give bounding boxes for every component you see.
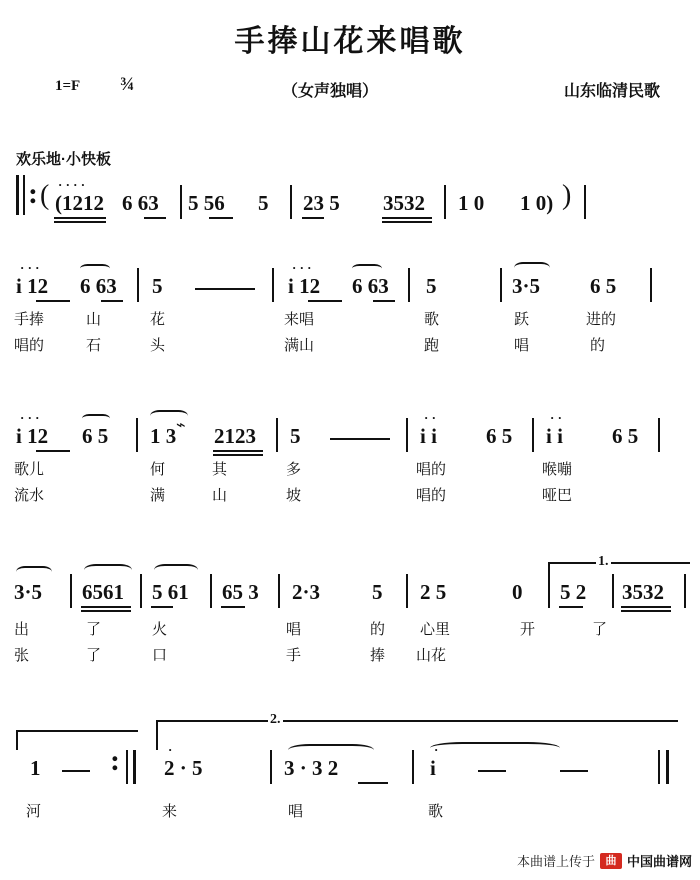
barline	[136, 418, 138, 452]
barline-thick	[16, 175, 19, 215]
note-group: 6 63	[80, 274, 117, 298]
beam	[382, 217, 432, 219]
footer-text: 本曲谱上传于	[516, 854, 595, 869]
sustain-dash	[330, 438, 390, 440]
lyric: 流水	[14, 487, 45, 504]
barline	[70, 574, 72, 608]
key-signature: 1=F	[55, 78, 81, 94]
beam	[81, 606, 131, 608]
beam	[382, 221, 432, 223]
beam	[151, 606, 173, 608]
lyric: 坡	[286, 487, 302, 504]
tempo-marking: 欢乐地·小快板	[16, 151, 111, 168]
lyric: 的	[370, 621, 386, 638]
barline-thin	[23, 175, 25, 215]
note-group: 1	[30, 756, 41, 780]
beam	[144, 217, 166, 219]
note-group: 3 · 3 2	[284, 756, 339, 780]
beam	[54, 221, 106, 223]
lyric: 心里	[420, 621, 451, 638]
octave-dots: · · ·	[20, 410, 40, 425]
note-group: i 12	[16, 424, 49, 448]
first-ending-label: 1.	[598, 554, 609, 569]
note-group: 5	[152, 274, 163, 298]
note-group: 6561	[82, 580, 124, 604]
note-group: 3·5	[512, 274, 541, 298]
barline	[140, 574, 142, 608]
note-group: 23 5	[303, 191, 340, 215]
lyric: 哑巴	[542, 487, 573, 504]
note-group: 1 0)	[520, 191, 554, 215]
music-system-intro	[0, 175, 700, 221]
barline-final	[666, 750, 669, 784]
note-group: 6 63	[352, 274, 389, 298]
note-row	[0, 554, 700, 606]
slur	[154, 564, 198, 576]
voice-type: （女声独唱）	[282, 83, 379, 100]
lyric-row-verse2	[0, 642, 700, 668]
site-name[interactable]: 中国曲谱网	[626, 854, 692, 869]
lyric: 山	[212, 487, 228, 504]
octave-dots: · · ·	[292, 260, 312, 275]
header-meta	[0, 74, 700, 102]
note-group: i i	[546, 424, 563, 448]
lyric: 唱	[514, 337, 530, 354]
slur	[16, 566, 52, 578]
lyric: 花	[150, 311, 166, 328]
note-group: 5	[290, 424, 301, 448]
lyric: 了	[592, 621, 608, 638]
slur	[84, 564, 132, 576]
sustain-dash	[195, 288, 255, 290]
octave-dots: ·	[168, 742, 173, 757]
lyric: 的	[590, 337, 606, 354]
barline	[444, 185, 446, 219]
barline	[612, 574, 614, 608]
barline	[137, 268, 139, 302]
note-group: (1212	[55, 191, 104, 215]
beam	[54, 217, 106, 219]
lyric: 唱的	[416, 487, 447, 504]
beam	[302, 217, 324, 219]
music-system-1	[0, 260, 700, 358]
lyric: 石	[86, 337, 102, 354]
barline	[272, 268, 274, 302]
lyric: 手	[286, 647, 302, 664]
note-group: 5	[372, 580, 383, 604]
slur	[288, 744, 374, 756]
note-group: 5	[426, 274, 437, 298]
lyric: 其	[212, 461, 228, 478]
sustain-dash	[478, 770, 506, 772]
slur	[514, 262, 550, 274]
lyric: 手捧	[14, 311, 45, 328]
note-group: i i	[420, 424, 437, 448]
slur	[430, 742, 560, 757]
lyric: 来	[162, 803, 178, 820]
note-group: 6 5	[612, 424, 639, 448]
note-group: 5 61	[152, 580, 189, 604]
barline	[180, 185, 182, 219]
octave-dots: · ·	[550, 410, 562, 425]
note-group: i	[430, 756, 436, 780]
lyric: 口	[152, 647, 168, 664]
barline	[658, 418, 660, 452]
barline	[548, 574, 550, 608]
glissando-icon: ⌁	[176, 417, 186, 434]
beam	[621, 610, 671, 612]
lyric: 捧	[370, 647, 386, 664]
lyric-row-verse1	[0, 306, 700, 332]
barline	[278, 574, 280, 608]
octave-dots: ·	[434, 742, 439, 757]
beam	[209, 217, 233, 219]
note-group: 1 0	[458, 191, 485, 215]
lyric: 歌儿	[14, 461, 45, 478]
note-group: i 12	[288, 274, 321, 298]
note-group: 2 5	[420, 580, 447, 604]
note-group: 6 5	[486, 424, 513, 448]
music-system-4	[0, 712, 700, 820]
lyric: 火	[152, 621, 168, 638]
note-group: 3·5	[14, 580, 43, 604]
music-system-2	[0, 410, 700, 508]
note-row	[0, 410, 700, 456]
barline-thin	[658, 750, 660, 784]
barline	[406, 418, 408, 452]
beam	[36, 450, 70, 452]
note-group: 65 3	[222, 580, 259, 604]
barline	[406, 574, 408, 608]
slur	[352, 264, 382, 273]
sustain-dash	[560, 770, 588, 772]
note-group: 2 · 5	[164, 756, 203, 780]
lyric: 出	[14, 621, 30, 638]
song-source: 山东临清民歌	[563, 83, 660, 100]
lyric: 唱的	[416, 461, 447, 478]
slur	[80, 264, 110, 273]
barline	[276, 418, 278, 452]
lyric: 山	[86, 311, 102, 328]
sustain-dash	[62, 770, 90, 772]
octave-dots: · · · ·	[58, 177, 86, 192]
barline	[650, 268, 652, 302]
octave-dots: · · ·	[20, 260, 40, 275]
note-group: 5 2	[560, 580, 587, 604]
barline	[210, 574, 212, 608]
lyric: 唱	[286, 621, 302, 638]
lyric: 满	[150, 487, 166, 504]
barline	[270, 750, 272, 784]
lyric: 了	[86, 647, 102, 664]
beam	[221, 606, 245, 608]
note-group: 2123	[214, 424, 256, 448]
lyric-row-verse1	[0, 798, 700, 824]
site-logo-icon: 曲	[600, 853, 622, 869]
lyric: 跑	[424, 337, 440, 354]
note-group: 5 56	[188, 191, 225, 215]
barline	[584, 185, 586, 219]
lyric: 开	[520, 621, 536, 638]
repeat-dots: :	[28, 177, 38, 210]
barline	[290, 185, 292, 219]
lyric: 来唱	[284, 311, 315, 328]
beam	[213, 450, 263, 452]
lyric: 河	[26, 803, 42, 820]
note-group: 6 5	[82, 424, 109, 448]
open-paren: (	[40, 180, 50, 211]
barline	[532, 418, 534, 452]
lyric: 头	[150, 337, 166, 354]
lyric: 歌	[428, 803, 444, 820]
barline	[408, 268, 410, 302]
lyric: 进的	[586, 311, 617, 328]
barline	[412, 750, 414, 784]
lyric-row-verse1	[0, 616, 700, 642]
second-ending-label: 2.	[270, 712, 281, 727]
time-signature: ¾	[120, 74, 135, 95]
music-system-3	[0, 554, 700, 664]
note-group: 5	[258, 191, 269, 215]
lyric: 唱的	[14, 337, 45, 354]
first-ending-bracket	[548, 562, 690, 580]
beam	[358, 782, 388, 784]
note-group: 6 63	[122, 191, 159, 215]
lyric: 满山	[284, 337, 315, 354]
note-group: 6 5	[590, 274, 617, 298]
second-ending-bracket	[156, 720, 678, 750]
lyric: 山花	[416, 647, 447, 664]
lyric-row-verse2	[0, 482, 700, 508]
barline	[500, 268, 502, 302]
note-group: 3532	[383, 191, 425, 215]
barline-thick	[133, 750, 136, 784]
lyric: 何	[150, 461, 166, 478]
beam	[373, 300, 395, 302]
slur	[82, 414, 110, 423]
beam	[101, 300, 123, 302]
beam	[308, 300, 342, 302]
beam	[81, 610, 131, 612]
lyric: 歌	[424, 311, 440, 328]
octave-dots: · ·	[424, 410, 436, 425]
beam	[559, 606, 583, 608]
footer-watermark	[517, 851, 692, 870]
lyric-row-verse2	[0, 332, 700, 358]
lyric: 张	[14, 647, 30, 664]
page-title: 手捧山花来唱歌	[234, 25, 466, 58]
beam	[621, 606, 671, 608]
note-group: 3532	[622, 580, 664, 604]
beam	[36, 300, 70, 302]
barline-thin	[126, 750, 128, 784]
note-row	[0, 175, 700, 221]
note-row	[0, 712, 700, 790]
close-paren: )	[562, 180, 572, 211]
lyric: 了	[86, 621, 102, 638]
lyric-row-verse1	[0, 456, 700, 482]
lyric: 跃	[514, 311, 530, 328]
lyric: 多	[286, 461, 302, 478]
note-group: 1 3	[150, 424, 177, 448]
barline	[684, 574, 686, 608]
lyric: 喉嘣	[542, 461, 573, 478]
note-row	[0, 260, 700, 306]
lyric: 唱	[288, 803, 304, 820]
repeat-dots: :	[110, 744, 120, 777]
note-group: 0	[512, 580, 523, 604]
note-group: i 12	[16, 274, 49, 298]
note-group: 2·3	[292, 580, 321, 604]
